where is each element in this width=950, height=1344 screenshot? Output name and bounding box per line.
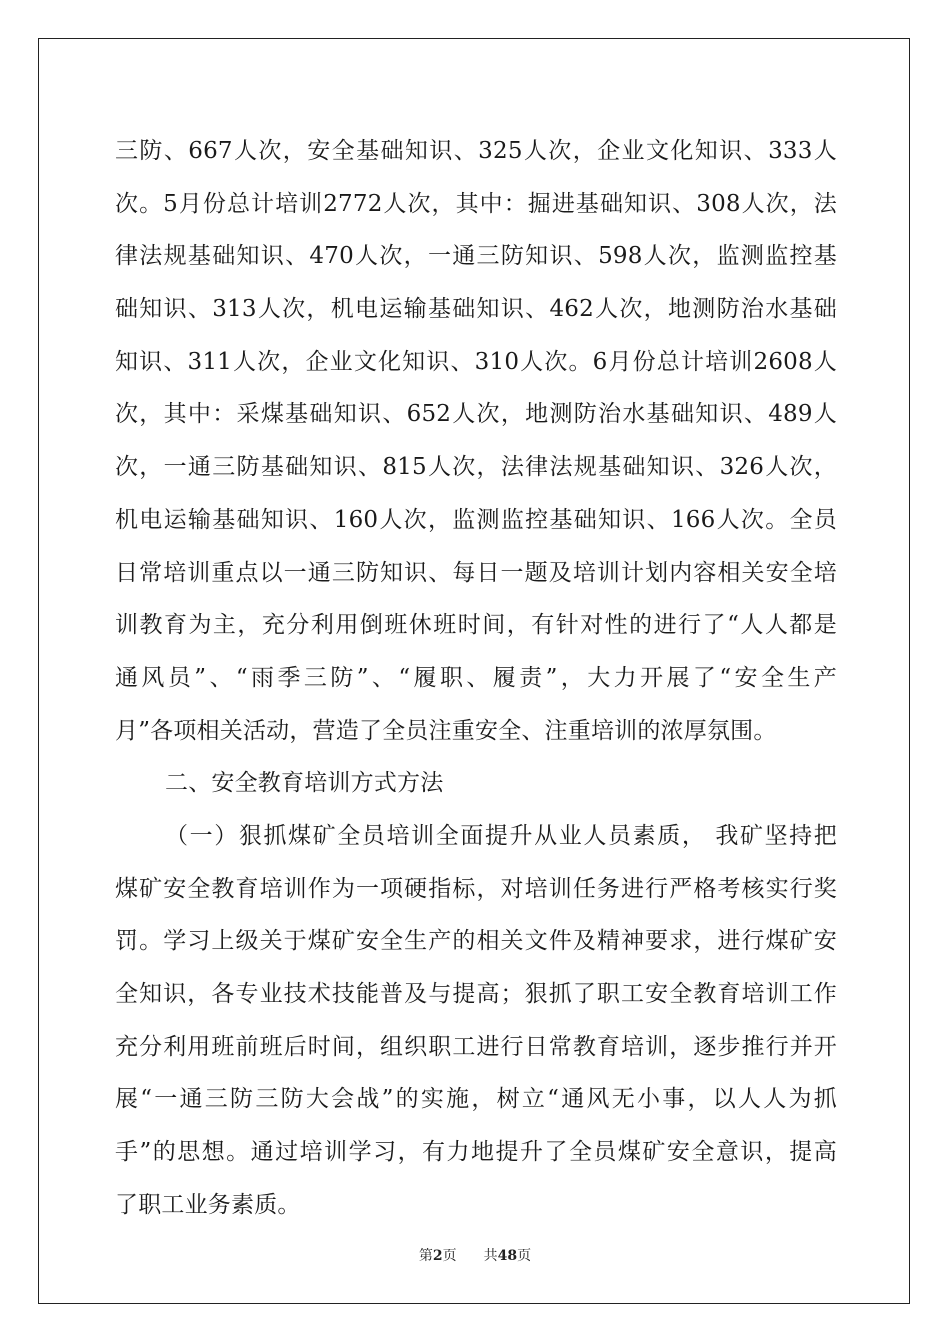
page-footer	[0, 1245, 950, 1265]
paragraph-line: 日常培训重点以一通三防知识、每日一题及培训计划内容相关安全培	[115, 559, 837, 586]
paragraph-line: 次，其中：采煤基础知识、652人次，地测防治水基础知识、489人	[115, 401, 837, 428]
section-heading: 二、安全教育培训方式方法	[165, 770, 444, 797]
subsection-heading-line: （一）狠抓煤矿全员培训全面提升从业人员素质， 我矿坚持把	[165, 822, 837, 849]
total-pages-indicator: 共48页	[483, 1248, 532, 1264]
paragraph-line: 律法规基础知识、470人次，一通三防知识、598人次，监测监控基	[115, 243, 837, 270]
paragraph-line: 三防、667人次，安全基础知识、325人次，企业文化知识、333人	[115, 138, 837, 164]
paragraph-line: 全知识，各专业技术技能普及与提高；狠抓了职工安全教育培训工作	[115, 981, 837, 1007]
paragraph-line: 础知识、313人次，机电运输基础知识、462人次，地测防治水基础	[115, 296, 837, 323]
document-body	[115, 125, 837, 1231]
paragraph-line: 次，一通三防基础知识、815人次，法律法规基础知识、326人次，	[115, 454, 837, 481]
paragraph-line: 训教育为主，充分利用倒班休班时间，有针对性的进行了“人人都是	[115, 612, 837, 639]
paragraph-line: 展“一通三防三防大会战”的实施，树立“通风无小事，以人人为抓	[115, 1086, 837, 1113]
paragraph-line: 手”的思想。通过培训学习，有力地提升了全员煤矿安全意识，提高	[115, 1139, 837, 1166]
paragraph-line: 通风员”、“雨季三防”、“履职、履责”，大力开展了“安全生产	[115, 664, 837, 691]
paragraph-line: 知识、311人次，企业文化知识、310人次。6月份总计培训2608人	[115, 348, 837, 375]
page-indicator: 第2页	[418, 1248, 457, 1264]
paragraph-line: 煤矿安全教育培训作为一项硬指标，对培训任务进行严格考核实行奖	[115, 875, 837, 902]
total-page-number: 48	[497, 1248, 518, 1264]
current-page-number: 2	[432, 1248, 443, 1264]
paragraph-line: 月”各项相关活动，营造了全员注重安全、注重培训的浓厚氛围。	[115, 717, 777, 744]
paragraph-line: 罚。学习上级关于煤矿安全生产的相关文件及精神要求，进行煤矿安	[115, 928, 837, 955]
paragraph-line: 机电运输基础知识、160人次，监测监控基础知识、166人次。全员	[115, 506, 837, 533]
paragraph-line: 次。5月份总计培训2772人次，其中：掘进基础知识、308人次，法	[115, 190, 837, 217]
paragraph-line: 了职工业务素质。	[115, 1191, 301, 1218]
paragraph-line: 充分利用班前班后时间，组织职工进行日常教育培训，逐步推行并开	[115, 1033, 837, 1060]
